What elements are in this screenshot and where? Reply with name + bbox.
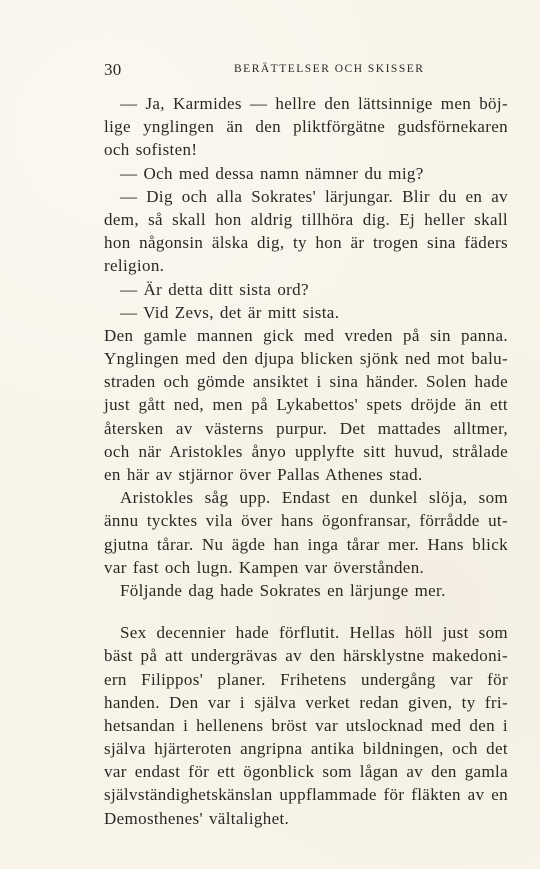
text-line: Den gamle mannen gick med vreden på sin panna. [104,325,508,345]
text-line: lige ynglingen än den pliktförgätne gudsförnekaren [104,117,508,137]
text-line: dem, så skall hon aldrig tillhöra dig. Ej heller skall [104,209,508,229]
text-line: Aristokles såg upp. Endast en dunkel slöja, som [120,488,508,508]
text-line: bäst på att undergrävas av den härsklystne makedoni- [104,646,508,666]
text-line: och sofisten! [104,140,198,160]
text-line: återsken av västerns purpur. Det mattades alltmer, [104,418,508,438]
page-header [104,60,508,80]
text-line: gjutna tårar. Nu ägde han inga tårar mer. Hans blick [104,534,508,554]
text-line: religion. [104,256,165,276]
page-number: 30 [104,60,122,79]
text-line: handen. Den var i själva verket redan given, ty fri- [104,692,508,712]
text-line: — Dig och alla Sokrates' lärjungar. Blir du en av [120,186,508,206]
text-line: straden och gömde ansiktet i sina händer. Solen hade [104,372,508,392]
text-line: Demosthenes' vältalighet. [104,808,290,828]
text-line: ern Filippos' planer. Frihetens undergång var för [104,669,508,689]
text-line: — Vid Zevs, det är mitt sista. [120,302,340,322]
text-line: just gått ned, men på Lykabettos' spets dröjde än ett [104,395,508,415]
text-line: var fast och lugn. Kampen var överstånden. [104,557,425,577]
text-line: — Är detta ditt sista ord? [120,279,309,299]
text-line: självständighetskänslan uppflammade för fläkten av en [104,785,508,805]
text-line: en här av stjärnor över Pallas Athenes stad. [104,465,423,484]
text-line: hon någonsin älska dig, ty hon är trogen sina fäders [104,233,508,253]
body-text [104,92,508,830]
text-line: — Och med dessa namn nämner du mig? [120,163,424,183]
text-line: själva hjärteroten angripna antika bildningen, och det [104,739,508,759]
running-title: BERÄTTELSER OCH SKISSER [234,63,425,75]
text-line: Sex decennier hade förflutit. Hellas höll just som [120,623,508,643]
text-line: ännu tycktes vila över hans ögonfransar, förrådde ut- [104,511,508,531]
text-line: och när Aristokles ånyo upplyfte sitt huvud, strålade [104,441,508,461]
section-break [104,602,508,621]
text-line: var endast för ett ögonblick som lågan av den gamla [104,762,508,782]
text-line: Ynglingen med den djupa blicken sjönk ned mot balu- [104,349,508,369]
text-line: hetsandan i hellenens bröst var utslocknad med den i [104,715,508,735]
text-line: Följande dag hade Sokrates en lärjunge mer. [120,580,446,600]
text-line: — Ja, Karmides — hellre den lättsinnige men böj- [120,94,508,113]
